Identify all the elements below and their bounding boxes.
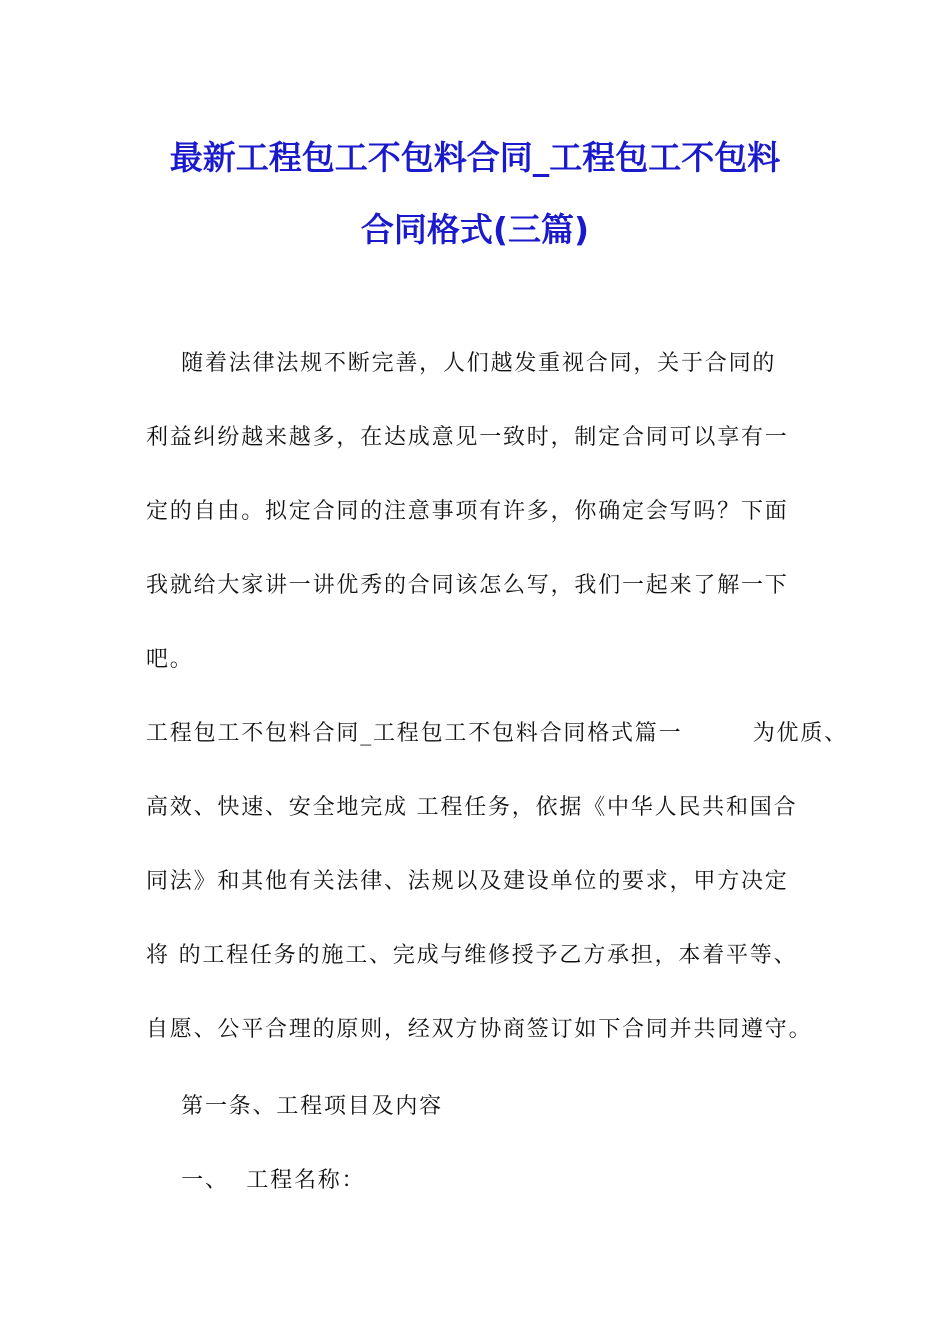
body-text-line: 高效、快速、安全地完成 工程任务，依据《中华人民共和国合 xyxy=(146,795,798,820)
body-text-line: 利益纠纷越来越多，在达成意见一致时，制定合同可以享有一 xyxy=(146,425,789,450)
body-text-line: 自愿、公平合理的原则，经双方协商签订如下合同并共同遵守。 xyxy=(146,1017,813,1042)
body-text-line: 将 的工程任务的施工、完成与维修授予乙方承担，本着平等、 xyxy=(146,943,798,968)
body-text-line: 吧。 xyxy=(146,647,194,672)
article-heading-line: 第一条、工程项目及内容 xyxy=(146,1094,443,1119)
body-text-line: 随着法律法规不断完善，人们越发重视合同，关于合同的 xyxy=(146,351,777,376)
body-text-line: 我就给大家讲一讲优秀的合同该怎么写，我们一起来了解一下 xyxy=(146,573,789,598)
section-heading-line: 工程包工不包料合同_工程包工不包料合同格式篇一 为优质、 xyxy=(146,721,848,746)
item-heading-line: 一、 工程名称： xyxy=(146,1168,366,1193)
document-title-line-2: 合同格式(三篇) xyxy=(360,210,590,249)
body-text-line: 定的自由。拟定合同的注意事项有许多，你确定会写吗？下面 xyxy=(146,499,789,524)
document-title-line-1: 最新工程包工不包料合同_工程包工不包料 xyxy=(169,138,781,177)
body-text-line: 同法》和其他有关法律、法规以及建设单位的要求，甲方决定 xyxy=(146,869,789,894)
